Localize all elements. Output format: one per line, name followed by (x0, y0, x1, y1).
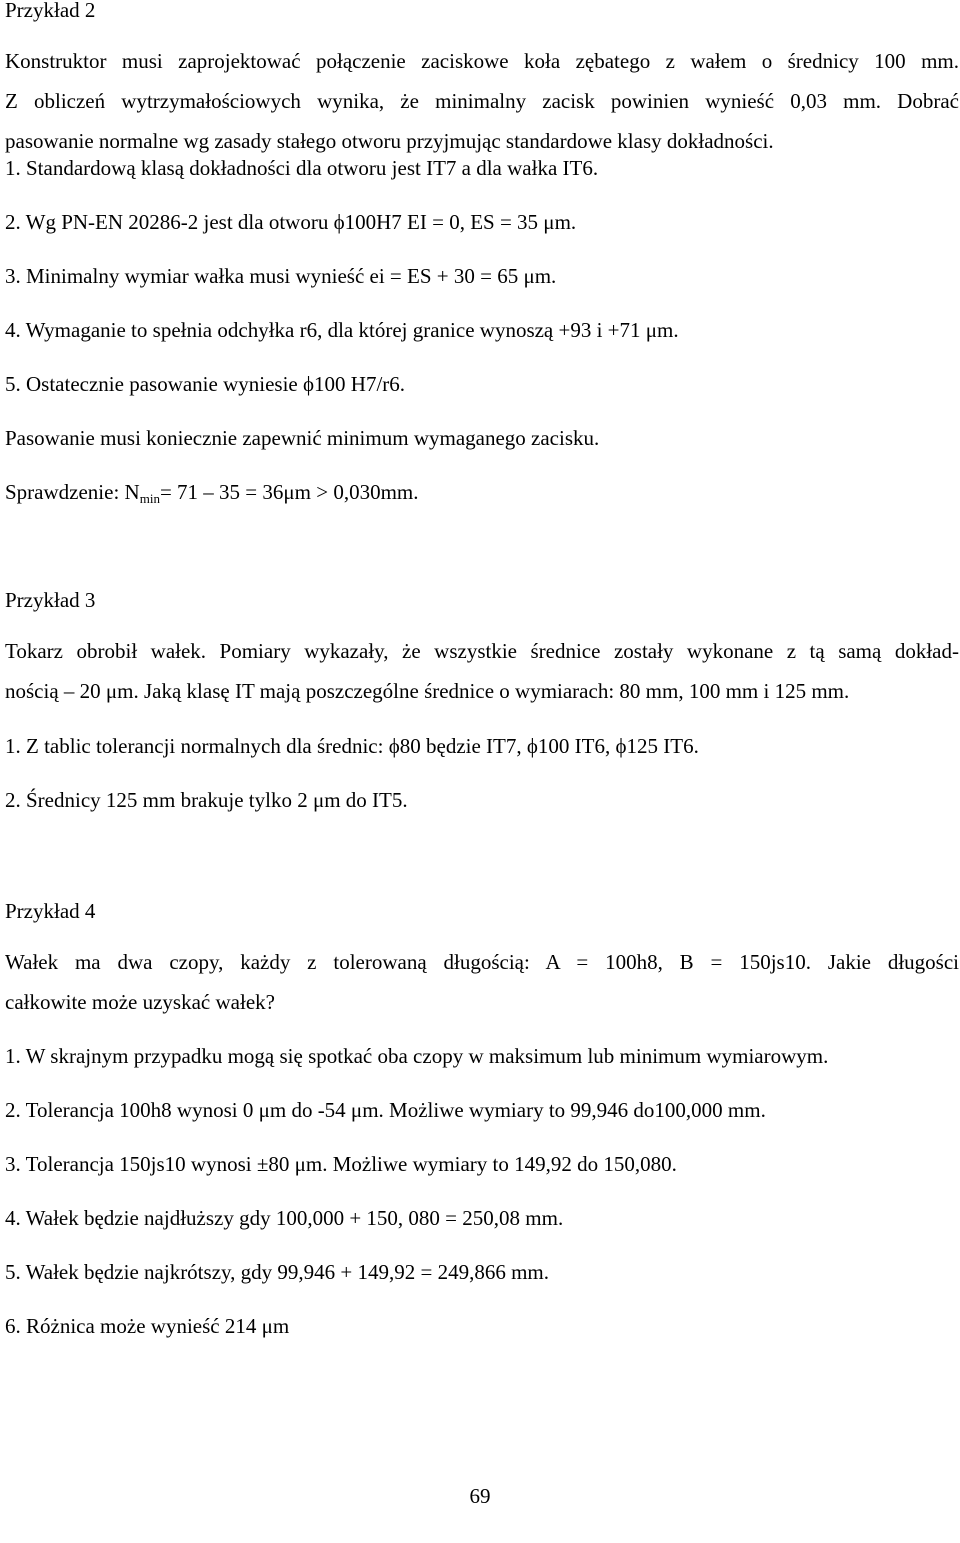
example-4-step-5: 5. Wałek będzie najkrótszy, gdy 99,946 + 149,92 = 249,866 mm. (5, 1260, 550, 1284)
example-4-step-1: 1. W skrajnym przypadku mogą się spotkać oba czopy w maksimum lub minimum wymiarowym. (5, 1044, 829, 1068)
example-2-step-4: 4. Wymaganie to spełnia odchyłka r6, dla której granice wynoszą +93 i +71 μm. (5, 318, 679, 342)
example-4-step-2: 2. Tolerancja 100h8 wynosi 0 μm do -54 μm. Możliwe wymiary to 99,946 do100,000 mm. (5, 1098, 766, 1122)
example-2-paragraph-line-1: Konstruktor musi zaprojektować połączenie zaciskowe koła zębatego z wałem o średnicy 100 mm. (5, 49, 959, 73)
example-4-heading: Przykład 4 (5, 899, 96, 923)
example-2-note: Pasowanie musi koniecznie zapewnić minimum wymaganego zacisku. (5, 426, 600, 450)
example-3-step-2: 2. Średnicy 125 mm brakuje tylko 2 μm do IT5. (5, 788, 408, 812)
check-prefix: Sprawdzenie: N (5, 480, 140, 504)
example-4-paragraph-line-2: całkowite może uzyskać wałek? (5, 990, 275, 1014)
example-3-paragraph-line-2: nością – 20 μm. Jaką klasę IT mają poszczególne średnice o wymiarach: 80 mm, 100 mm i 125 mm. (5, 679, 850, 703)
example-2-step-3: 3. Minimalny wymiar wałka musi wynieść ei = ES + 30 = 65 μm. (5, 264, 557, 288)
example-3-heading: Przykład 3 (5, 588, 96, 612)
example-2-paragraph-line-2: Z obliczeń wytrzymałościowych wynika, że minimalny zacisk powinien wynieść 0,03 mm. Dobrać (5, 89, 959, 113)
example-2-heading: Przykład 2 (5, 0, 96, 22)
example-3-paragraph-line-1: Tokarz obrobił wałek. Pomiary wykazały, że wszystkie średnice zostały wykonane z tą samą dokład- (5, 639, 959, 663)
example-4-step-4: 4. Wałek będzie najdłuższy gdy 100,000 + 150, 080 = 250,08 mm. (5, 1206, 564, 1230)
example-2-step-5: 5. Ostatecznie pasowanie wyniesie ϕ100 H7/r6. (5, 372, 406, 396)
example-4-paragraph-line-1: Wałek ma dwa czopy, każdy z tolerowaną długością: A = 100h8, B = 150js10. Jakie długości (5, 950, 959, 974)
page-number: 69 (469, 1484, 491, 1508)
example-2-step-1: 1. Standardową klasą dokładności dla otworu jest IT7 a dla wałka IT6. (5, 156, 599, 180)
example-2-check (5, 479, 960, 505)
check-suffix: = 71 – 35 = 36μm > 0,030mm. (159, 480, 419, 504)
example-4-step-3: 3. Tolerancja 150js10 wynosi ±80 μm. Możliwe wymiary to 149,92 do 150,080. (5, 1152, 677, 1176)
example-2-step-2: 2. Wg PN-EN 20286-2 jest dla otworu ϕ100H7 EI = 0, ES = 35 μm. (5, 210, 577, 234)
example-3-step-1: 1. Z tablic tolerancji normalnych dla średnic: ϕ80 będzie IT7, ϕ100 IT6, ϕ125 IT6. (5, 734, 699, 758)
check-subscript: min (139, 491, 160, 506)
example-4-step-6: 6. Różnica może wynieść 214 μm (5, 1314, 290, 1338)
example-2-paragraph-line-3: pasowanie normalne wg zasady stałego otworu przyjmując standardowe klasy dokładności. (5, 129, 774, 153)
